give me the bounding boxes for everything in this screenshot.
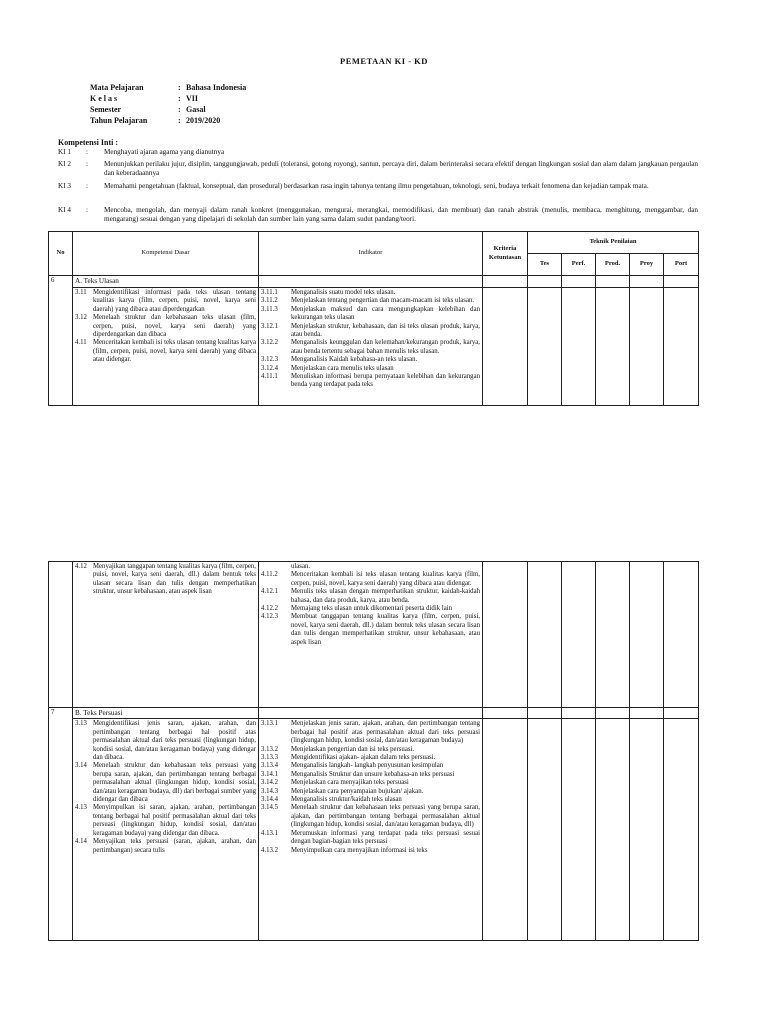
meta-value: Bahasa Indonesia [186,83,247,92]
header-prod: Prod. [596,254,630,276]
item-number: 4.12.3 [261,613,278,621]
item-text: Menelaah struktur dan kebahasaan teks persuasi yang berupa saran, ajakan, dan pertimbangan tentang berbagai permasalahan aktual (lingkungan hidup, kondisi sosial, dan/atau keragaman budaya, dll) dari berbagai sumber yang didengar dan dibaca [93,762,256,804]
item-number: 3.12.2 [261,339,278,347]
meta-colon: : [178,116,181,125]
kd-cell [73,562,259,708]
item-number: 4.12.2 [261,605,278,613]
section-title: B. Teks Persuasi [73,708,259,719]
kd-item [75,838,256,855]
ki-colon: : [86,148,88,156]
indikator-item [261,762,480,770]
item-number: 4.12 [75,563,87,570]
item-number: 3.14 [75,762,87,770]
indikator-item [261,788,480,796]
item-text: Menganalisis keunggulan dan kelemahan/kekurangan produk, karya, atau benda tertentu sebagai bahan menulis teks ulasan. [291,339,480,355]
kd-item [75,720,256,762]
ki-item [58,148,698,157]
kd-item [75,314,256,339]
item-text: Menyajikan teks persuasi (saran, ajakan, arahan, dan pertimbangan) secara tulis [93,838,256,854]
meta-colon: : [178,105,181,114]
indikator-cell [259,719,483,941]
header-kompetensi-dasar: Kompetensi Dasar [73,232,259,276]
meta-value: VII [186,94,199,103]
kd-item [75,762,256,804]
item-text: Menelaah struktur dan kebahasaan teks ulasan (film, cerpen, puisi, novel, karya seni daerah) yang diperdengarkan dan dibaca [93,314,256,339]
item-number [261,563,291,571]
indikator-item [261,306,480,323]
item-number: 4.12.1 [261,588,278,596]
item-text: Mengidentifikasi jenis saran, ajakan, arahan, dan pertimbangan tentang berbagai hal positif atas permasalahan aktual dari teks persuasi (lingkungan hidup, kondisi sosial, dan/atau keragaman budaya) yang didengar dan dibaca. [93,720,256,762]
ki-text: Menghayati ajaran agama yang dianutnya [104,148,225,156]
kd-item [75,563,256,597]
meta-row [90,104,246,115]
item-number: 3.13.4 [261,762,278,770]
item-text: Menelaah struktur dan kebahasaan teks persuasi yang berupa saran, ajakan, dan pertimbangan tentang berbagai permasalahan aktual (lingkungan hidup, kondisi sosial, dan/atau keragaman budaya, dll) [291,804,480,829]
indikator-item [261,588,480,605]
indikator-item [261,613,480,647]
indikator-item [261,339,480,356]
meta-value: 2019/2020 [186,116,221,125]
item-text: Menuliskan informasi berupa pernyataan kelebihan dan kekurangan benda yang terdapat pada teks [291,373,480,389]
ki-text: Menunjukkan perilaku jujur, disiplin, tanggungjawab, peduli (toleransi, gotong royong), santun, percaya diri, dalam berinteraksi secara efektif dengan lingkungan sosial dan alam dalam jangkauan pergaulan dan keberadaannya [104,160,698,177]
item-text: Menceritakan kembali isi teks ulasan tentang kualitas karya (film, cerpen, puisi, novel, karya seni daerah) yang dibaca atau didengar. [93,339,256,364]
item-text: Menyimpulkan cara menyajikan informasi isi teks [291,846,428,854]
item-number: 3.12 [75,314,87,322]
item-number: 4.11 [75,339,87,347]
item-text: Menganalisis suatu model teks ulasan. [291,289,396,296]
meta-row [90,93,246,104]
item-text: Menjelaskan tentang pengertian dan macam-macam isi teks ulasan. [291,297,475,305]
item-text: Menceritakan kembali isi teks ulasan tentang kualitas karya (film, cerpen, puisi, novel, karya seni daerah) yang dibaca atau didengar. [291,571,480,587]
item-text: Menjelaskan cara penyampaian bujukan/ ajakan. [291,787,424,795]
kd-item [75,804,256,838]
indikator-item [261,323,480,340]
indikator-item [261,771,480,779]
indikator-item [261,779,480,787]
item-text: Menjelaskan jenis saran, ajakan, arahan, dan pertimbangan tentang berbagai hal positif atas permasalahan aktual dari teks persuasi (lingkungan hidup, kondisi sosial, dan/atau keragaman budaya) [291,720,480,745]
item-number: 3.14.3 [261,787,278,795]
kd-cell [73,719,259,941]
indikator-item [261,746,480,754]
item-text: Menulis teks ulasan dengan memperhatikan struktur, kaidah-kaidah bahasa, dan data produk, karya, atau benda. [291,588,480,604]
ki-code: KI 3 [58,182,71,190]
item-text: Menganalisis struktur/kaidah teks ulasan [291,796,402,804]
meta-row [90,115,246,126]
item-number: 3.12.1 [261,322,278,330]
ki-code: KI 2 [58,160,71,168]
meta-row [90,82,246,93]
indikator-item [261,365,480,373]
item-text: Mengidentifikasi informasi pada teks ulasan tentang kualitas karya (film, cerpen, puisi, novel, karya seni daerah) yang dibaca atau diperdengarkan [93,289,256,313]
item-number: 3.13.3 [261,754,278,762]
item-text: ulasan. [291,563,311,570]
ki-code: KI 4 [58,206,71,214]
item-number: 3.11.3 [261,305,278,313]
ki-item [58,206,698,224]
meta-label: Semester [90,105,122,114]
item-number: 4.13.1 [261,829,278,837]
header-tes: Tes [528,254,562,276]
item-number: 4.11.1 [261,373,278,381]
indikator-item [261,754,480,762]
item-number: 3.12.3 [261,356,278,364]
item-text: Mengidentifikasi ajakan- ajakan dalam teks persuasi. [291,754,436,762]
item-number: 3.11.2 [261,297,278,305]
indikator-item [261,289,480,297]
item-number: 3.13 [75,720,87,728]
section-title: A. Teks Ulasan [73,276,259,288]
header-perf: Perf. [562,254,596,276]
ki-colon: : [86,182,88,190]
ki-colon: : [86,206,88,214]
indikator-item [261,563,480,571]
kd-item [75,289,256,314]
meta-colon: : [178,83,181,92]
item-number: 3.14.1 [261,770,278,778]
meta-label: Mata Pelajaran [90,83,144,92]
meta-value: Gasal [186,105,206,114]
ki-code: KI 1 [58,148,71,156]
ki-item [58,182,698,191]
item-number: 4.14 [75,838,87,846]
ki-text: Memahami pengetahuan (faktual, konseptual, dan prosedural) berdasarkan rasa ingin tahunya tentang ilmu pengetahuan, teknologi, seni, budaya terkait fenomena dan kejadian tampak mata. [104,182,649,190]
indikator-item [261,804,480,829]
header-indikator: Indikator [259,232,483,276]
item-number: 4.13 [75,804,87,812]
mapping-table-top [48,231,699,406]
item-text: Menjelaskan maksud dan cara mengungkapkan kelebihan dan kekurangan teks ulasan [291,305,480,322]
indikator-item [261,830,480,847]
subject-info [90,82,246,126]
item-text: Menyimpulkan isi saran, ajakan, arahan, pertimbangan tentang berbagai hal positif permasalahan aktual dari teks persuasi (lingkungan hidup, kondisi sosial, dan/atau keragaman budaya) yang didengar dan dibaca. [93,804,256,837]
item-number: 3.14.4 [261,796,278,804]
indikator-item [261,847,480,855]
indikator-item [261,356,480,364]
ki-text: Mencoba, mengolah, dan menyaji dalam ranah konkret (menggunakan, mengurai, merangkai, memodifikasi, dan membuat) dan ranah abstrak (menulis, membaca, menghitung, menggambar, dan mengarang) sesuai dengan yang dipelajari di sekolah dan sumber lain yang sama dalam sudut pandang/teori. [104,206,698,223]
mapping-table-bottom [48,561,699,941]
item-text: Menganalisis Struktur dan unsure kebahasa-an teks persuasi [291,770,455,778]
item-text: Menjelaskan cara menulis teks ulasan [291,364,394,372]
item-text: Menjelaskan pengertian dan isi teks persuasi. [291,745,415,753]
document-title: PEMETAAN KI - KD [340,56,428,66]
indikator-item [261,297,480,305]
item-text: Menganalisis Kaidah kebahasa-an teks ulasan. [291,356,418,364]
header-teknik-penilaian: Teknik Penilaian [528,232,699,254]
item-text: Merumuskan informasi yang terdapat pada teks persuasi sesuai dengan bagian-bagian teks persuasi [291,829,480,846]
indikator-item [261,605,480,613]
item-text: Memajang teks ulasan untuk dikomentari peserta didik lain [291,605,453,613]
indikator-cell [259,288,483,406]
kd-item [75,339,256,364]
indikator-item [261,571,480,588]
item-number: 4.11.2 [261,571,278,579]
indikator-item [261,720,480,745]
item-text: Membuat tanggapan tentang kualitas karya (film, cerpen, puisi, novel, karya seni daerah, dll.) dalam bentuk teks ulasan secara lisan dan tulis dengan memperhatikan struktur, unsur kebahasaan, atau aspek lisan [291,613,480,646]
meta-label: Tahun Pelajaran [90,116,148,125]
item-number: 3.13.1 [261,720,278,728]
row-no: 7 [49,708,73,941]
item-number: 3.11 [75,289,87,296]
item-number: 3.14.5 [261,804,278,812]
indikator-item [261,796,480,804]
item-number: 3.13.2 [261,745,278,753]
kd-cell [73,288,259,406]
item-text: Menyajikan tanggapan tentang kualitas karya (film, cerpen, puisi, novel, karya seni daerah, dll.) dalam bentuk teks ulasan secara lisan dan tulis dengan memperhatikan struktur, unsur kebahasaan, atau aspek lisan [93,563,256,596]
item-text: Menjelaskan struktur, kebahasaan, dan isi teks ulasan produk, karya, atau benda. [291,322,480,339]
header-proy: Proy [630,254,664,276]
item-number: 4.13.2 [261,846,278,854]
item-text: Menjelaskan cara menyajikan teks persuasi [291,779,409,787]
header-no: No [49,232,73,276]
indikator-cell [259,562,483,708]
item-number: 3.11.1 [261,289,278,296]
header-kriteria: Kriteria Ketuntasan [483,232,528,276]
item-text: Menganalisis langkah- langkah penyusunan kesimpulan [291,762,444,770]
ki-item [58,160,698,178]
meta-label: K e l a s [90,94,118,103]
item-number: 3.14.2 [261,779,278,787]
row-no: 6 [49,276,73,406]
ki-colon: : [86,160,88,168]
ki-heading: Kompetensi Inti : [58,138,118,147]
header-port: Port [664,254,699,276]
meta-colon: : [178,94,181,103]
indikator-item [261,373,480,390]
item-number: 3.12.4 [261,364,278,372]
